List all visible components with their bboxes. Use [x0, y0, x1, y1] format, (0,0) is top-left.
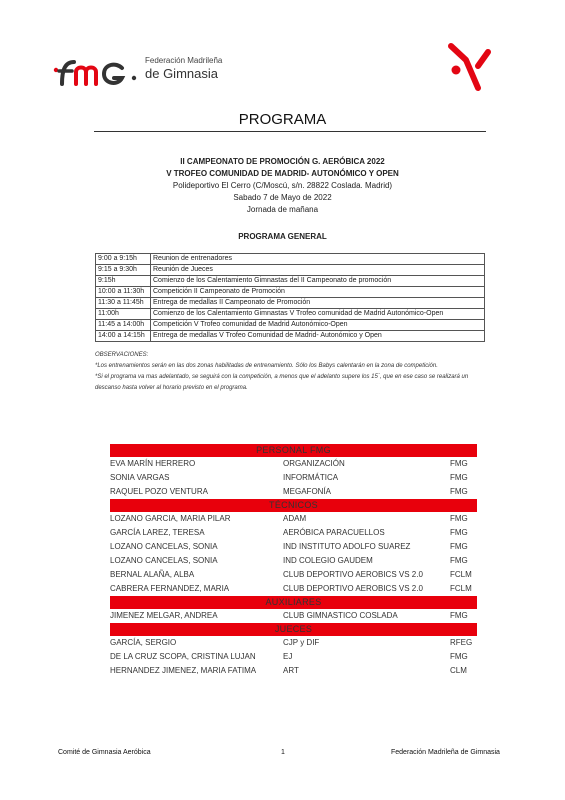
org-name-line2: de Gimnasia — [145, 66, 218, 81]
list-item — [110, 540, 477, 554]
schedule-time: 11:00h — [96, 309, 151, 320]
list-item — [110, 636, 477, 650]
event-session: Jornada de mañana — [246, 205, 319, 214]
event-title-2: V TROFEO COMUNIDAD DE MADRID- AUTONÓMICO Y OPEN — [166, 169, 399, 178]
staff-role: CLUB DEPORTIVO AEROBICS VS 2.0 — [283, 570, 423, 579]
list-item — [110, 650, 477, 664]
table-row — [96, 287, 485, 298]
section-header-jueces: JUECES — [110, 623, 477, 636]
gymnast-logo-icon — [448, 40, 492, 92]
section-header-auxiliares: AUXILIARES — [110, 596, 477, 609]
schedule-time: 9:15h — [96, 276, 151, 287]
fmg-logo-icon — [52, 54, 142, 92]
list-item — [110, 526, 477, 540]
list-item — [110, 485, 477, 499]
staff-org: RFEG — [450, 638, 473, 647]
schedule-time: 11:45 a 14:00h — [96, 320, 151, 331]
staff-org: FMG — [450, 611, 468, 620]
staff-role: CJP y DIF — [283, 638, 320, 647]
staff-org: FMG — [450, 514, 468, 523]
staff-org: FMG — [450, 459, 468, 468]
section-header-personal: PERSONAL FMG — [110, 444, 477, 457]
staff-role: EJ — [283, 652, 293, 661]
schedule-desc: Entrega de medallas V Trofeo Comunidad de Madrid- Autonómico y Open — [151, 331, 485, 342]
table-row — [96, 320, 485, 331]
table-row — [96, 265, 485, 276]
staff-name: CABRERA FERNANDEZ, MARIA — [110, 584, 230, 593]
table-row — [96, 309, 485, 320]
staff-org: FMG — [450, 528, 468, 537]
staff-org: FMG — [450, 542, 468, 551]
list-item — [110, 664, 477, 678]
schedule-table — [95, 253, 485, 342]
staff-role: AERÓBICA PARACUELLOS — [283, 528, 385, 537]
staff-role: CLUB DEPORTIVO AEROBICS VS 2.0 — [283, 584, 423, 593]
staff-list — [110, 444, 477, 678]
section-header-tecnicos: TÉCNICOS — [110, 499, 477, 512]
list-item — [110, 471, 477, 485]
schedule-desc: Comienzo de los Calentamiento Gimnastas V Trofeo comunidad de Madrid Autonómico-Open — [151, 309, 485, 320]
staff-name: LOZANO CANCELAS, SONIA — [110, 556, 218, 565]
staff-name: GARCÍA LAREZ, TERESA — [110, 528, 205, 537]
observations-heading: OBSERVACIONES: — [95, 352, 149, 358]
observation-line: *Los entrenamientos serán en las dos zonas habilitadas de entrenamiento. Sólo los Babys calentarán en la zona de competición. — [95, 363, 438, 369]
staff-name: RAQUEL POZO VENTURA — [110, 487, 208, 496]
table-row — [96, 254, 485, 265]
observations — [95, 350, 495, 394]
staff-org: FMG — [450, 473, 468, 482]
schedule-desc: Reunión de Jueces — [151, 265, 485, 276]
schedule-desc: Competición V Trofeo comunidad de Madrid Autonómico-Open — [151, 320, 485, 331]
list-item — [110, 512, 477, 526]
footer-page-number: 1 — [281, 749, 285, 756]
staff-org: FCLM — [450, 584, 472, 593]
staff-name: HERNANDEZ JIMENEZ, MARIA FATIMA — [110, 666, 257, 675]
schedule-time: 9:15 a 9:30h — [96, 265, 151, 276]
event-title-1: II CAMPEONATO DE PROMOCIÓN G. AERÓBICA 2022 — [180, 157, 385, 166]
schedule-time: 9:00 a 9:15h — [96, 254, 151, 265]
program-heading: PROGRAMA GENERAL — [238, 232, 327, 241]
observation-line: *Si el programa va mas adelantado, se seguirá con la competición, a menos que el adelanto supere los 15´, que en ese caso se realizará un — [95, 374, 469, 380]
schedule-desc: Entrega de medallas II Campeonato de Promoción — [151, 298, 485, 309]
schedule-time: 14:00 a 14:15h — [96, 331, 151, 342]
org-name — [145, 56, 222, 81]
staff-name: LOZANO CANCELAS, SONIA — [110, 542, 218, 551]
observation-line: descanso hasta volver al horario previsto en el programa. — [95, 385, 248, 391]
staff-name: LOZANO GARCIA, MARIA PILAR — [110, 514, 231, 523]
list-item — [110, 568, 477, 582]
schedule-time: 11:30 a 11:45h — [96, 298, 151, 309]
list-item — [110, 609, 477, 623]
schedule-desc: Competición II Campeonato de Promoción — [151, 287, 485, 298]
schedule-desc: Comienzo de los Calentamiento Gimnastas del II Campeonato de promoción — [151, 276, 485, 287]
staff-name: SONIA VARGAS — [110, 473, 170, 482]
list-item — [110, 582, 477, 596]
footer-committee: Comité de Gimnasia Aeróbica — [58, 749, 151, 756]
page-header — [0, 0, 565, 110]
staff-role: INFORMÁTICA — [283, 473, 339, 482]
staff-role: IND COLEGIO GAUDEM — [283, 556, 373, 565]
staff-role: IND INSTITUTO ADOLFO SUAREZ — [283, 542, 411, 551]
title-divider — [94, 131, 486, 132]
page-title: PROGRAMA — [238, 111, 327, 128]
event-venue: Polideportivo El Cerro (C/Moscú, s/n. 28822 Coslada. Madrid) — [172, 181, 393, 190]
staff-role: CLUB GIMNASTICO COSLADA — [283, 611, 398, 620]
staff-name: BERNAL ALAÑA, ALBA — [110, 570, 195, 579]
event-info — [0, 156, 565, 216]
event-date: Sabado 7 de Mayo de 2022 — [233, 193, 332, 202]
table-row — [96, 331, 485, 342]
staff-role: ADAM — [283, 514, 307, 523]
staff-name: GARCÍA, SERGIO — [110, 638, 177, 647]
staff-name: JIMENEZ MELGAR, ANDREA — [110, 611, 218, 620]
staff-name: DE LA CRUZ SCOPA, CRISTINA LUJAN — [110, 652, 256, 661]
staff-org: FMG — [450, 556, 468, 565]
staff-name: EVA MARÍN HERRERO — [110, 459, 196, 468]
staff-org: FMG — [450, 487, 468, 496]
org-name-line1: Federación Madrileña — [145, 56, 223, 65]
staff-org: FCLM — [450, 570, 472, 579]
staff-role: ART — [283, 666, 299, 675]
list-item — [110, 554, 477, 568]
list-item — [110, 457, 477, 471]
schedule-desc: Reunion de entrenadores — [151, 254, 485, 265]
staff-org: FMG — [450, 652, 468, 661]
schedule-time: 10:00 a 11:30h — [96, 287, 151, 298]
staff-role: ORGANIZACIÓN — [283, 459, 345, 468]
table-row — [96, 298, 485, 309]
footer-federation: Federación Madrileña de Gimnasia — [391, 749, 500, 756]
table-row — [96, 276, 485, 287]
staff-org: CLM — [450, 666, 467, 675]
staff-role: MEGAFONÍA — [283, 487, 332, 496]
